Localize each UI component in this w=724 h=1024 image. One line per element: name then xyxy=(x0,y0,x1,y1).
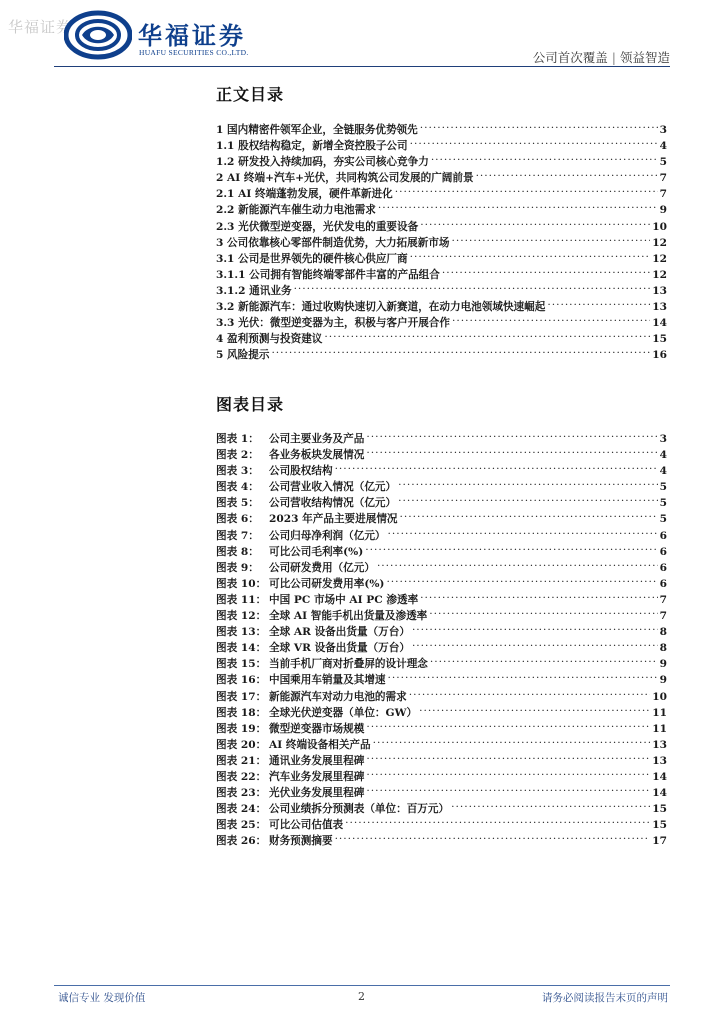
figure-entry-label: 图表 1： xyxy=(216,433,259,445)
dot-leader xyxy=(398,490,658,506)
footer-disclaimer: 请务必阅读报告末页的声明 xyxy=(542,992,668,1004)
figure-entry-label: 图表 10： xyxy=(216,577,267,590)
figure-entry-title xyxy=(216,672,386,688)
dot-leader xyxy=(419,700,650,716)
figure-entry-page: 4 xyxy=(659,465,667,478)
dot-leader xyxy=(420,117,658,133)
toc-entry-page: 4 xyxy=(659,140,667,153)
figure-entry-page: 15 xyxy=(652,819,667,832)
figure-entry-title xyxy=(216,608,427,624)
figure-entry-page: 11 xyxy=(652,706,667,719)
figure-entry-text: 公司主要业务及产品 xyxy=(269,433,365,445)
dot-leader xyxy=(452,310,650,326)
figure-entry-page: 3 xyxy=(659,433,667,445)
toc-entry-page: 12 xyxy=(652,252,667,265)
dot-leader xyxy=(271,342,650,358)
figure-entry-title xyxy=(216,817,343,833)
toc-entry[interactable] xyxy=(216,342,667,362)
dot-leader xyxy=(431,149,658,165)
toc-entry-title: 1.2 研发投入持续加码，夯实公司核心竞争力 xyxy=(216,156,429,169)
figure-entry-page: 17 xyxy=(652,835,667,848)
figure-entry-text: 全球 AI 智能手机出货量及渗透率 xyxy=(269,610,428,623)
figure-entry-page: 6 xyxy=(659,577,667,590)
figure-entry-text: 各业务板块发展情况 xyxy=(269,449,365,462)
figure-entry-page: 9 xyxy=(659,674,667,687)
header-report-type: 公司首次覆盖 xyxy=(532,50,608,65)
dot-leader xyxy=(366,442,657,458)
dot-leader xyxy=(366,748,650,764)
dot-leader xyxy=(386,571,657,587)
dot-leader xyxy=(420,214,650,230)
toc-entry-title: 3 公司依靠核心零部件制造优势，大力拓展新市场 xyxy=(216,236,450,249)
figure-entry-page: 5 xyxy=(659,481,667,494)
toc-entry-title: 1.1 股权结构稳定，新增全资控股子公司 xyxy=(216,140,408,153)
figure-entry-text: 公司股权结构 xyxy=(269,465,333,478)
toc-entry-title: 3.1.2 通讯业务 xyxy=(216,284,292,297)
figure-entry-label: 图表 16： xyxy=(216,674,267,687)
dot-leader xyxy=(412,619,658,635)
figure-entry-title xyxy=(216,576,384,592)
figure-entry[interactable] xyxy=(216,426,667,445)
figure-entry-label: 图表 3： xyxy=(216,465,259,478)
figure-entry-page: 13 xyxy=(652,754,667,767)
figure-entry-title xyxy=(216,753,364,769)
dot-leader xyxy=(373,732,651,748)
figure-entry-label: 图表 25： xyxy=(216,819,267,832)
toc-entry-page: 10 xyxy=(652,220,667,233)
footer-divider xyxy=(54,985,670,986)
figure-entry-text: 通讯业务发展里程碑 xyxy=(269,754,365,767)
figure-entry-page: 14 xyxy=(652,787,667,800)
dot-leader xyxy=(395,181,658,197)
figures-list xyxy=(216,426,667,848)
figure-entry-label: 图表 26： xyxy=(216,835,267,848)
figure-entry-title xyxy=(216,431,364,447)
toc-entry-title: 1 国内精密件领军企业，全链服务优势领先 xyxy=(216,124,418,136)
figure-entry-label: 图表 4： xyxy=(216,481,259,494)
figure-entry-text: 可比公司毛利率(%) xyxy=(269,545,364,558)
toc-entry[interactable] xyxy=(216,117,667,136)
figure-entry-label: 图表 8： xyxy=(216,545,259,558)
figure-entry-label: 图表 7： xyxy=(216,529,259,542)
figure-entry-label: 图表 14： xyxy=(216,642,267,655)
figure-entry-label: 图表 5： xyxy=(216,497,259,510)
figure-entry-label: 图表 12： xyxy=(216,610,267,623)
figure-entry-label: 图表 18： xyxy=(216,706,267,719)
figure-entry-title xyxy=(216,463,333,479)
figure-entry-label: 图表 24： xyxy=(216,803,267,816)
figure-entry-text: 全球 AR 设备出货量（万台） xyxy=(269,626,410,639)
dot-leader xyxy=(335,828,651,844)
dot-leader xyxy=(345,812,650,828)
figure-entry-title xyxy=(216,689,407,705)
figure-entry-text: 可比公司研发费用率(%) xyxy=(269,577,385,590)
figure-entry-text: 当前手机厂商对折叠屏的设计理念 xyxy=(269,658,428,671)
toc-entry-page: 16 xyxy=(652,349,667,362)
figure-entry-text: 公司研发费用（亿元） xyxy=(269,561,375,574)
header-tags xyxy=(533,48,670,66)
figure-entry-text: AI 终端设备相关产品 xyxy=(269,738,371,751)
figure-entry-text: 公司业绩拆分预测表（单位：百万元） xyxy=(269,803,450,816)
logo-chinese-name: 华福证券 xyxy=(138,22,246,50)
dot-leader xyxy=(366,716,650,732)
header-separator: | xyxy=(611,50,616,65)
dot-leader xyxy=(388,523,658,539)
dot-leader xyxy=(442,262,650,278)
toc-entry-title: 3.2 新能源汽车：通过收购快速切入新赛道，在动力电池领域快速崛起 xyxy=(216,301,546,314)
figure-entry-title xyxy=(216,479,396,495)
header-divider xyxy=(54,66,670,67)
figure-entry-page: 15 xyxy=(652,803,667,816)
toc-entry-page: 14 xyxy=(652,317,667,330)
dot-leader xyxy=(324,326,650,342)
toc-entry-title: 4 盈利预测与投资建议 xyxy=(216,333,323,346)
figure-entry-title xyxy=(216,495,396,511)
figure-entry-page: 14 xyxy=(652,770,667,783)
company-logo xyxy=(64,8,276,62)
figure-entry-title xyxy=(216,624,410,640)
figure-entry-label: 图表 23： xyxy=(216,787,267,800)
dot-leader xyxy=(366,780,650,796)
figure-entry-text: 中国乘用车销量及其增速 xyxy=(269,674,386,687)
figure-entry-page: 5 xyxy=(659,497,667,510)
figure-entry-text: 汽车业务发展里程碑 xyxy=(269,770,365,783)
footer-slogan: 诚信专业 发现价值 xyxy=(58,992,146,1004)
figure-entry-page: 5 xyxy=(659,513,667,526)
figure-entry-title xyxy=(216,833,333,849)
figure-entry-title xyxy=(216,511,398,527)
figure-entry-page: 6 xyxy=(659,545,667,558)
figure-entry-page: 7 xyxy=(659,593,667,606)
figure-entry-page: 4 xyxy=(659,449,667,462)
toc-entry-page: 7 xyxy=(659,172,667,185)
toc-entry-title: 3.1.1 公司拥有智能终端零部件丰富的产品组合 xyxy=(216,268,440,281)
figure-entry-label: 图表 2： xyxy=(216,449,259,462)
dot-leader xyxy=(429,603,657,619)
dot-leader xyxy=(388,667,658,683)
figure-entry-label: 图表 11： xyxy=(216,593,267,606)
dot-leader xyxy=(409,684,651,700)
toc-entry-title: 2.1 AI 终端蓬勃发展，硬件革新进化 xyxy=(216,188,393,201)
figure-entry-text: 新能源汽车对动力电池的需求 xyxy=(269,690,407,703)
toc-entry-page: 5 xyxy=(659,156,667,169)
figure-entry-label: 图表 22： xyxy=(216,770,267,783)
figure-entry-text: 公司营业收入情况（亿元） xyxy=(269,481,397,494)
figure-entry-page: 7 xyxy=(659,610,667,623)
huafu-logo-icon xyxy=(64,10,132,60)
logo-english-name: HUAFU SECURITIES CO.,LTD. xyxy=(139,48,249,57)
figure-entry-page: 8 xyxy=(659,626,667,639)
dot-leader xyxy=(377,555,658,571)
figure-entry-title xyxy=(216,785,364,801)
figure-entry-page: 13 xyxy=(652,738,667,751)
header-company-name: 领益智造 xyxy=(619,50,670,65)
figure-entry-page: 6 xyxy=(659,561,667,574)
dot-leader xyxy=(410,246,651,262)
figure-entry-title xyxy=(216,640,410,656)
dot-leader xyxy=(366,426,657,442)
dot-leader xyxy=(412,635,658,651)
figure-entry-label: 图表 6： xyxy=(216,513,259,526)
toc-list xyxy=(216,117,667,362)
toc-entry-title: 2.2 新能源汽车催生动力电池需求 xyxy=(216,204,376,217)
figure-entry-label: 图表 19： xyxy=(216,722,267,735)
toc-entry-title: 2.3 光伏微型逆变器，光伏发电的重要设备 xyxy=(216,220,419,233)
dot-leader xyxy=(365,539,657,555)
toc-entry-page: 15 xyxy=(652,333,667,346)
figure-entry-title xyxy=(216,721,364,737)
figure-entry-text: 可比公司估值表 xyxy=(269,819,344,832)
dot-leader xyxy=(398,474,658,490)
toc-entry-title: 3.1 公司是世界领先的硬件核心供应厂商 xyxy=(216,252,408,265)
toc-entry-page: 12 xyxy=(652,268,667,281)
dot-leader xyxy=(476,165,658,181)
figure-entry-label: 图表 20： xyxy=(216,738,267,751)
figure-entry-title xyxy=(216,769,364,785)
figure-entry-label: 图表 15： xyxy=(216,658,267,671)
figure-entry-text: 光伏业务发展里程碑 xyxy=(269,787,365,800)
dot-leader xyxy=(451,796,650,812)
figure-entry-text: 2023 年产品主要进展情况 xyxy=(269,513,398,526)
toc-entry-page: 13 xyxy=(652,301,667,314)
figures-title: 图表目录 xyxy=(216,395,285,414)
figure-entry-label: 图表 21： xyxy=(216,754,267,767)
dot-leader xyxy=(430,651,658,667)
watermark: 华福证券 xyxy=(8,18,73,36)
figure-entry-text: 全球光伏逆变器（单位：GW） xyxy=(269,706,418,719)
toc-title: 正文目录 xyxy=(216,85,285,104)
dot-leader xyxy=(547,294,650,310)
toc-entry-page: 12 xyxy=(652,236,667,249)
dot-leader xyxy=(420,587,657,603)
figure-entry-title xyxy=(216,528,386,544)
toc-entry-page: 9 xyxy=(659,204,667,217)
figure-entry-title xyxy=(216,737,371,753)
figure-entry-page: 6 xyxy=(659,529,667,542)
figure-entry-title xyxy=(216,544,363,560)
figure-entry-page: 9 xyxy=(659,658,667,671)
toc-entry-page: 13 xyxy=(652,284,667,297)
figure-entry-page: 8 xyxy=(659,642,667,655)
dot-leader xyxy=(366,764,650,780)
figure-entry-title xyxy=(216,592,418,608)
figure-entry-text: 微型逆变器市场规模 xyxy=(269,722,365,735)
page-number: 2 xyxy=(358,990,365,1003)
dot-leader xyxy=(410,133,658,149)
dot-leader xyxy=(400,506,658,522)
dot-leader xyxy=(452,230,651,246)
figure-entry-page: 10 xyxy=(652,690,667,703)
toc-entry-title: 5 风险提示 xyxy=(216,349,270,362)
figure-entry-text: 全球 VR 设备出货量（万台） xyxy=(269,642,410,655)
figure-entry-label: 图表 17： xyxy=(216,690,267,703)
figure-entry-text: 公司归母净利润（亿元） xyxy=(269,529,386,542)
toc-entry-page: 3 xyxy=(659,124,667,136)
dot-leader xyxy=(294,278,651,294)
figure-entry-text: 公司营收结构情况（亿元） xyxy=(269,497,397,510)
figure-entry-page: 11 xyxy=(652,722,667,735)
toc-entry-page: 7 xyxy=(659,188,667,201)
figure-entry-title xyxy=(216,560,375,576)
figure-entry-text: 财务预测摘要 xyxy=(269,835,333,848)
toc-entry-title: 3.3 光伏：微型逆变器为主，积极与客户开展合作 xyxy=(216,317,450,330)
toc-entry-title: 2 AI 终端+汽车+光伏，共同构筑公司发展的广阔前景 xyxy=(216,172,474,185)
figure-entry-label: 图表 9： xyxy=(216,561,259,574)
figure-entry-label: 图表 13： xyxy=(216,626,267,639)
dot-leader xyxy=(335,458,658,474)
dot-leader xyxy=(378,197,658,213)
figure-entry-text: 中国 PC 市场中 AI PC 渗透率 xyxy=(269,593,419,606)
